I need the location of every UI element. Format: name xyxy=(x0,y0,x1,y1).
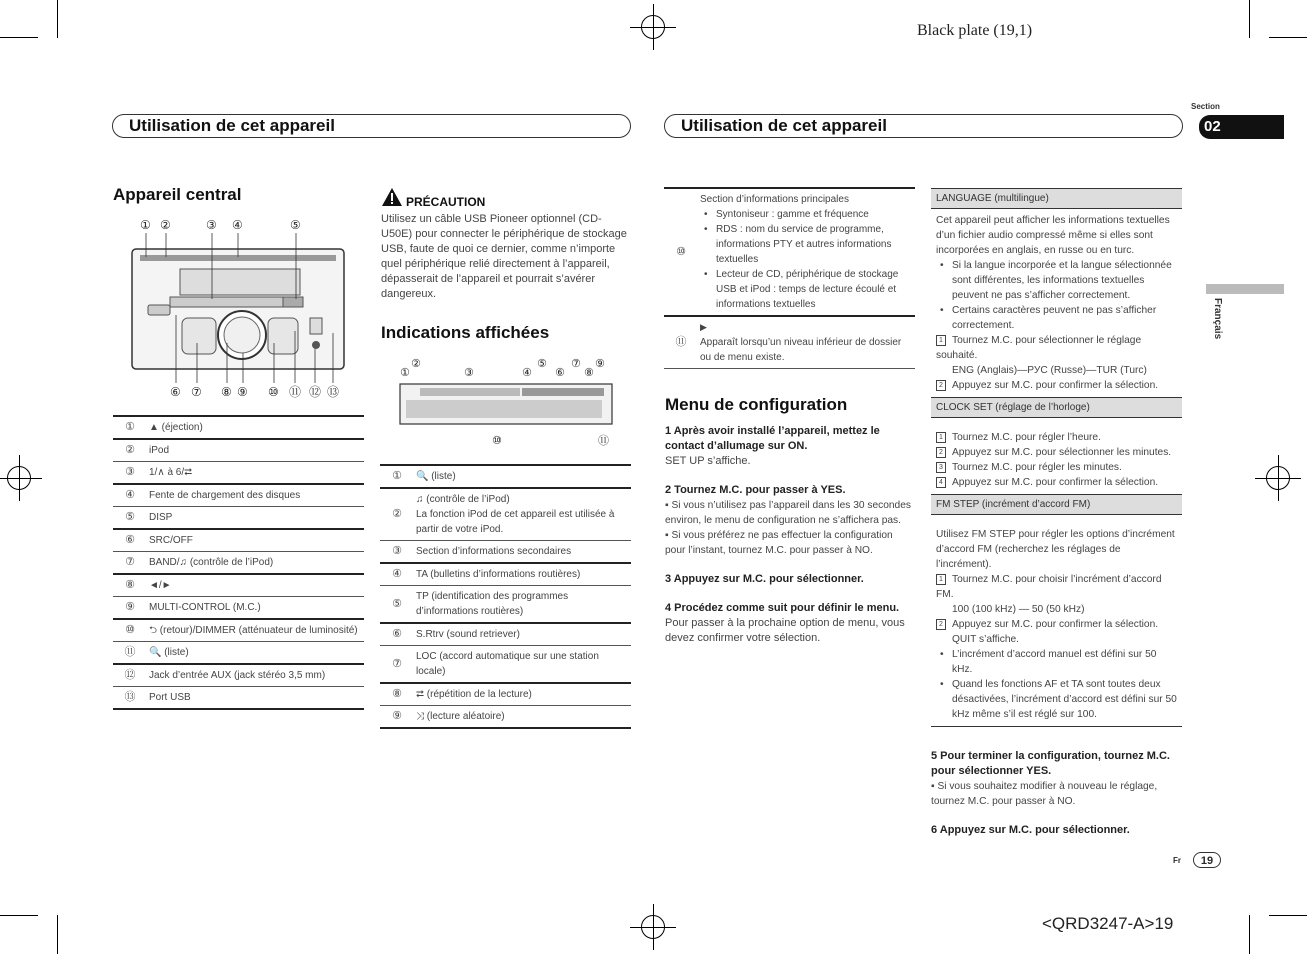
row-number: ⑧ xyxy=(380,683,414,706)
row-text: S.Rtrv (sound retriever) xyxy=(414,623,631,646)
appareil-row xyxy=(113,619,364,642)
callout-bottom: ⑪ xyxy=(289,385,302,399)
fmstep-bullet: • L’incrément d’accord manuel est défini sur 50 kHz. xyxy=(952,647,1177,677)
display-callout: ④ xyxy=(522,366,532,379)
appareil-row xyxy=(113,439,364,462)
page-language: Fr xyxy=(1173,856,1181,865)
indication-row xyxy=(380,646,631,684)
page-number: 19 xyxy=(1193,852,1221,868)
settings-column: LANGUAGE (multilingue) Cet appareil peut afficher les informations textuelles d’un fichier audio compressé même si elles sont incorporées en anglais, en russe ou en turc. • Si la langue incorporée et la langue sélectionnée sont différentes, les informations textuelles peuvent ne pas s’afficher correctement. • Certains caractères peuvent ne pas s’afficher correctement. 1 Tournez M.C. pour sélectionner le réglage souhaité. ENG (Anglais)—РУС (Russe)—TUR (Turc) 2 Appuyez sur M.C. pour confirmer la sélection. CLOCK SET (réglage de l’horloge) 1 Tournez M.C. pour régler l’heure. 2 Appuyez sur M.C. pour sélectionner les minutes. 3 Tournez M.C. pour régler les minutes. 4 Appuyez sur M.C. pour confirmer la sélection. FM STEP (incrément d’accord FM) Utilisez FM STEP pour régler les options d’incrément d’accord FM (recherchez les réglages de l’incrément). 1 Tournez M.C. pour choisir l’incrément d’accord FM. 100 (100 kHz) — 50 (50 kHz) 2 Appuyez sur M.C. pour confirmer la sélection. QUIT s’affiche. • L’incrément d’accord manuel est défini sur 50 kHz. • Quand les fonctions AF et TA sont toutes deux désactivées, l’incrément d’accord est défini sur 50 kHz même s’il est réglé sur 100. 5 Pour terminer la configuration, tournez M.C. pour sélectionner YES. ▪ Si vous souhaitez modifier à nouveau le réglage, tournez M.C. pour passer à NO. 6 Appuyez sur M.C. pour sélectionner. xyxy=(931,188,1182,838)
row-number: ⑨ xyxy=(113,597,147,620)
row-number: ③ xyxy=(380,541,414,564)
appareil-row xyxy=(113,642,364,665)
registration-mark xyxy=(7,466,31,490)
menu-step-5-note: ▪ Si vous souhaitez modifier à nouveau le réglage, tournez M.C. pour passer à NO. xyxy=(931,781,1158,807)
menu-step-1: 1 Après avoir installé l’appareil, mettez le contact d’allumage sur ON. xyxy=(665,425,880,452)
row-text: ⮂ (répétition de la lecture) xyxy=(414,683,631,706)
appareil-row xyxy=(113,416,364,439)
clock-step: Tournez M.C. pour régler l’heure. xyxy=(952,432,1101,443)
row-number: ⑤ xyxy=(380,586,414,624)
appareil-row xyxy=(113,597,364,620)
indications-table xyxy=(380,464,631,729)
display-diagram xyxy=(394,354,618,450)
row-text: BAND/♫ (contrôle de l’iPod) xyxy=(147,552,364,575)
appareil-row xyxy=(113,574,364,597)
callout-top: ② xyxy=(160,218,171,232)
display-callout: ⑩ xyxy=(492,434,502,447)
menu-step-4: 4 Procédez comme suit pour définir le menu. xyxy=(665,602,900,614)
crop-mark xyxy=(1269,37,1307,38)
row-number: ⑪ xyxy=(113,642,147,665)
crop-mark xyxy=(57,0,58,38)
callout-bottom: ⑬ xyxy=(327,385,340,399)
crop-mark xyxy=(1249,915,1250,954)
menu-step-5: 5 Pour terminer la configuration, tournez M.C. pour sélectionner YES. xyxy=(931,750,1170,777)
indication-row xyxy=(380,563,631,586)
row-number: ⑬ xyxy=(113,687,147,710)
appareil-row xyxy=(113,462,364,485)
language-step-2: Appuyez sur M.C. pour confirmer la sélection. xyxy=(952,380,1159,391)
row-text: DISP xyxy=(147,507,364,530)
appareil-table xyxy=(113,415,364,710)
display-callout: ⑥ xyxy=(555,366,565,379)
display-callout: ⑧ xyxy=(584,366,594,379)
row-text: ♫ (contrôle de l’iPod) La fonction iPod de cet appareil est utilisée à partir de votre iPod. xyxy=(414,488,631,541)
indication-row xyxy=(380,541,631,564)
row-number: ⑨ xyxy=(380,706,414,729)
row11-text: Apparaît lorsqu’un niveau inférieur de dossier ou de menu existe. xyxy=(700,337,902,363)
menu-step-2-note: ▪ Si vous préférez ne pas effectuer la configuration pour l’instant, tournez M.C. pour passer à NO. xyxy=(665,530,893,556)
appareil-row xyxy=(113,484,364,507)
fmstep-intro: Utilisez FM STEP pour régler les options d’incrément d’accord FM (recherchez les réglages de l’incrément). xyxy=(936,529,1175,570)
row-text: Port USB xyxy=(147,687,364,710)
header-left: Utilisation de cet appareil xyxy=(112,114,631,138)
row-text: 1/∧ à 6/⮂ xyxy=(147,462,364,485)
callout-top: ③ xyxy=(206,218,217,232)
display-callout: ⑪ xyxy=(598,434,609,447)
row-text: TA (bulletins d’informations routières) xyxy=(414,563,631,586)
fmstep-step-2: Appuyez sur M.C. pour confirmer la sélection. xyxy=(952,619,1159,630)
row10-head: Section d’informations principales xyxy=(700,194,849,205)
fmstep-head: FM STEP (incrément d’accord FM) xyxy=(931,494,1182,515)
crop-mark xyxy=(1249,0,1250,38)
callout-bottom: ⑥ xyxy=(170,385,181,399)
row10-item: • Syntoniseur : gamme et fréquence xyxy=(716,207,913,222)
indications-title: Indications affichées xyxy=(381,323,550,342)
appareil-row xyxy=(113,529,364,552)
row-text: iPod xyxy=(147,439,364,462)
language-options: ENG (Anglais)—РУС (Russe)—TUR (Turc) xyxy=(952,365,1147,376)
callout-bottom: ⑦ xyxy=(191,385,202,399)
row-text: ◄/► xyxy=(147,574,364,597)
row-number: ⑦ xyxy=(113,552,147,575)
row-number: ⑥ xyxy=(380,623,414,646)
language-head: LANGUAGE (multilingue) xyxy=(931,188,1182,209)
precaution-title: PRÉCAUTION xyxy=(406,195,486,209)
warning-icon xyxy=(381,187,403,212)
display-callout: ③ xyxy=(464,366,474,379)
indication-row xyxy=(380,706,631,729)
callout-bottom: ⑨ xyxy=(237,385,248,399)
display-callout: ① xyxy=(400,366,410,379)
crop-mark xyxy=(0,915,38,916)
menu-title: Menu de configuration xyxy=(665,395,848,414)
row-text: LOC (accord automatique sur une station locale) xyxy=(414,646,631,684)
crop-mark xyxy=(57,915,58,954)
head-unit-diagram xyxy=(120,213,360,403)
appareil-row xyxy=(113,687,364,710)
indication-row xyxy=(380,488,631,541)
menu-step-6: 6 Appuyez sur M.C. pour sélectionner. xyxy=(931,824,1130,836)
appareil-row xyxy=(113,552,364,575)
row10-item: • RDS : nom du service de programme, informations PTY et autres informations textuelles xyxy=(716,222,913,267)
row-number: ⑫ xyxy=(113,664,147,687)
menu-step-2: 2 Tournez M.C. pour passer à YES. xyxy=(665,484,846,496)
clock-step: Appuyez sur M.C. pour sélectionner les minutes. xyxy=(952,447,1172,458)
row-text: Jack d’entrée AUX (jack stéréo 3,5 mm) xyxy=(147,664,364,687)
menu-step-2-note: ▪ Si vous n’utilisez pas l’appareil dans les 30 secondes environ, le menu de configuration ne s’affichera pas. xyxy=(665,500,911,526)
language-intro: Cet appareil peut afficher les informations textuelles d’un fichier audio compressé même si elles sont incorporées en anglais, en russe ou en turc. xyxy=(936,215,1170,256)
row-number: ⑧ xyxy=(113,574,147,597)
callout-bottom: ⑫ xyxy=(309,385,322,399)
language-tab xyxy=(1206,284,1284,294)
row-number: ③ xyxy=(113,462,147,485)
callout-bottom: ⑧ xyxy=(221,385,232,399)
precaution-text: Utilisez un câble USB Pioneer optionnel (CD-U50E) pour connecter le périphérique de stockage USB, faute de quoi ce dernier, comme n’importe quel périphérique relié directement à l’appareil, dépasserait de l’appareil et pourrait s’avérer dangereux. xyxy=(381,213,627,300)
indication-row xyxy=(380,683,631,706)
menu-step-1-text: SET UP s’affiche. xyxy=(665,455,751,467)
row-text: Section d’informations secondaires xyxy=(414,541,631,564)
row-number: ① xyxy=(113,416,147,439)
display-callout: ⑨ xyxy=(595,357,605,370)
callout-top: ⑤ xyxy=(290,218,301,232)
fmstep-step-2-text: QUIT s’affiche. xyxy=(952,634,1019,645)
row-number: ⑪ xyxy=(664,316,698,369)
header-right: Utilisation de cet appareil xyxy=(664,114,1183,138)
fmstep-bullet: • Quand les fonctions AF et TA sont toutes deux désactivées, l’incrément d’accord est défini sur 50 kHz même s’il est réglé sur 100. xyxy=(952,677,1177,722)
section-number: 02 xyxy=(1199,115,1284,139)
row-number: ④ xyxy=(113,484,147,507)
indication-row xyxy=(380,586,631,624)
row-number: ② xyxy=(380,488,414,541)
row-text: ⤨ (lecture aléatoire) xyxy=(414,706,631,729)
row-text: Fente de chargement des disques xyxy=(147,484,364,507)
row-text: ⮌ (retour)/DIMMER (atténuateur de luminosité) xyxy=(147,619,364,642)
fmstep-step-1: Tournez M.C. pour choisir l’incrément d’accord FM. xyxy=(936,574,1162,600)
display-callout: ⑤ xyxy=(537,357,547,370)
row-number: ⑥ xyxy=(113,529,147,552)
clock-step: Appuyez sur M.C. pour confirmer la sélection. xyxy=(952,477,1159,488)
language-bullet: • Certains caractères peuvent ne pas s’afficher correctement. xyxy=(952,303,1177,333)
row-number: ⑦ xyxy=(380,646,414,684)
row-text: MULTI-CONTROL (M.C.) xyxy=(147,597,364,620)
appareil-row xyxy=(113,507,364,530)
row-number: ⑩ xyxy=(113,619,147,642)
language-step-1: Tournez M.C. pour sélectionner le réglage souhaité. xyxy=(936,335,1142,361)
folder-arrow-icon: ▶ xyxy=(700,322,707,332)
row-number: ④ xyxy=(380,563,414,586)
row-number: ⑤ xyxy=(113,507,147,530)
language-bullet: • Si la langue incorporée et la langue sélectionnée sont différentes, les informations textuelles peuvent ne pas s’afficher correctement. xyxy=(952,258,1177,303)
menu-step-4-text: Pour passer à la prochaine option de menu, vous devez confirmer votre sélection. xyxy=(665,617,905,644)
indication-row xyxy=(380,465,631,488)
document-code: <QRD3247-A>19 xyxy=(1042,914,1174,933)
callout-top: ① xyxy=(140,218,151,232)
row-text: 🔍 (liste) xyxy=(147,642,364,665)
row10-item: • Lecteur de CD, périphérique de stockage USB et iPod : temps de lecture écoulé et informations textuelles xyxy=(716,267,913,312)
row-number: ② xyxy=(113,439,147,462)
row-text: TP (identification des programmes d’informations routières) xyxy=(414,586,631,624)
clock-head: CLOCK SET (réglage de l’horloge) xyxy=(931,397,1182,418)
fmstep-options: 100 (100 kHz) — 50 (50 kHz) xyxy=(952,604,1085,615)
display-callout: ⑦ xyxy=(571,357,581,370)
crop-mark xyxy=(1269,915,1307,916)
appareil-row xyxy=(113,664,364,687)
plate-label: Black plate (19,1) xyxy=(917,22,1033,39)
row-text: SRC/OFF xyxy=(147,529,364,552)
registration-mark xyxy=(1266,466,1290,490)
section-label: Section xyxy=(1191,102,1220,111)
crop-mark xyxy=(0,37,38,38)
clock-step: Tournez M.C. pour régler les minutes. xyxy=(952,462,1122,473)
appareil-title: Appareil central xyxy=(113,185,242,204)
display-callout: ② xyxy=(411,357,421,370)
row-number: ⑩ xyxy=(664,188,698,316)
registration-mark xyxy=(641,15,665,39)
row-text: 🔍 (liste) xyxy=(414,465,631,488)
side-language: Français xyxy=(1212,298,1223,340)
menu-step-3: 3 Appuyez sur M.C. pour sélectionner. xyxy=(665,573,864,585)
info-table xyxy=(664,187,915,369)
registration-mark xyxy=(641,915,665,939)
indication-row xyxy=(380,623,631,646)
callout-bottom: ⑩ xyxy=(268,385,279,399)
callout-top: ④ xyxy=(232,218,243,232)
row-text: ▲ (éjection) xyxy=(147,416,364,439)
row-number: ① xyxy=(380,465,414,488)
